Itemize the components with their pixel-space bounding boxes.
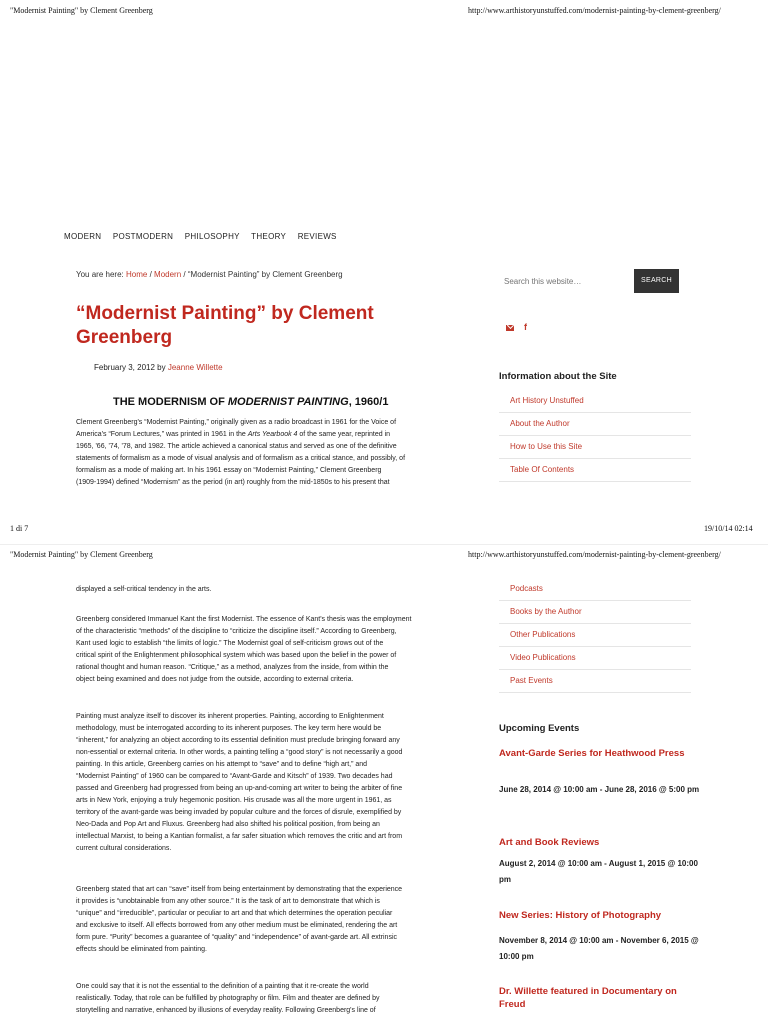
event-title-link[interactable]: Art and Book Reviews bbox=[499, 837, 600, 848]
paragraph-painting bbox=[76, 711, 478, 855]
text-line: rational thought and human reason. “Critique,” as a method, analyzes from the inside, from within the bbox=[76, 664, 389, 671]
text-line: Neo-Dada and Pop Art and Fluxus. Greenberg had also shifted his political position, from being an bbox=[76, 821, 380, 828]
breadcrumb bbox=[76, 270, 343, 279]
text-line: effects should be eliminated from painting. bbox=[76, 946, 208, 953]
text-line: of the characteristic “methods” of the discipline to “criticize the discipline itself.” According to Greenberg, bbox=[76, 628, 397, 635]
sidebar-link[interactable]: Past Events bbox=[499, 670, 691, 693]
email-icon[interactable] bbox=[506, 322, 514, 332]
text-line bbox=[76, 429, 478, 441]
text-line: statements of formalism as a mode of visual analysis and of formalism as a critical stance, and possibly, of bbox=[76, 455, 406, 462]
text-line: passed and Greenberg had progressed from being an up-and-coming art writer to being the arbiter of fine bbox=[76, 785, 403, 792]
event-title-link[interactable]: Dr. Willette featured in Documentary on Freud bbox=[499, 986, 677, 1010]
sidebar-link[interactable]: How to Use this Site bbox=[499, 436, 691, 459]
text-line: (1909-1994) defined “Modernism” as the period (in art) roughly from the mid-1850s to his present that bbox=[76, 479, 390, 486]
widget-title-info: Information about the Site bbox=[499, 371, 617, 382]
text-line: form pure. “Purity” becomes a guarantee of “quality” and “independence” of avant-garde art. All extrinsic bbox=[76, 934, 397, 941]
text-line: non-essential or external criteria. In other words, a painting telling a “good story” is not necessarily a good bbox=[76, 749, 403, 756]
article-author-link[interactable]: Jeanne Willette bbox=[167, 363, 223, 372]
info-list bbox=[499, 390, 691, 482]
nav-item-reviews[interactable]: REVIEWS bbox=[297, 232, 337, 241]
text-line: arts in New York, enjoying a truly hegemonic position. His crusade was all the more urgent in 1961, as bbox=[76, 797, 392, 804]
page-divider bbox=[0, 544, 768, 545]
text-line: One could say that it is not the essential to the definition of a painting that it re-create the world bbox=[76, 983, 369, 990]
main-nav bbox=[64, 232, 346, 241]
paragraph-intro bbox=[76, 417, 478, 489]
text-line: formalism as a mode of making art. In his 1961 essay on “Modernist Painting,” Clement Greenberg bbox=[76, 467, 382, 474]
nav-item-postmodern[interactable]: POSTMODERN bbox=[112, 232, 174, 241]
text-line: methodology, must be interrogated according to its inherent purposes. The key term here would be bbox=[76, 725, 382, 732]
text-line: object being examined and does not judge from the outside, according to external criteria. bbox=[76, 676, 354, 683]
more-list bbox=[499, 578, 691, 693]
nav-item-theory[interactable]: THEORY bbox=[251, 232, 287, 241]
breadcrumb-prefix: You are here: bbox=[76, 270, 124, 279]
paragraph-kant bbox=[76, 614, 478, 686]
event-date: June 28, 2014 @ 10:00 am - June 28, 2016 @ 5:00 pm bbox=[499, 785, 700, 794]
text-fragment: America's “Forum Lectures,” was printed in 1961 in the bbox=[76, 431, 246, 438]
text-line: realistically. Today, that role can be fulfilled by photography or film. Film and theater are defined by bbox=[76, 995, 380, 1002]
article-title: “Modernist Painting” by Clement Greenberg bbox=[76, 303, 374, 348]
text-line: “inherent,” for analyzing an object according to its essential definition must preclude bringing forward any bbox=[76, 737, 400, 744]
breadcrumb-home[interactable]: Home bbox=[125, 270, 148, 279]
paragraph-realism bbox=[76, 981, 478, 1017]
print-header-url[interactable]: http://www.arthistoryunstuffed.com/modernist-painting-by-clement-greenberg/ bbox=[468, 6, 721, 15]
text-line: “Modernist Painting” of 1960 can be compared to “Avant-Garde and Kitsch” of 1939. Two decades had bbox=[76, 773, 393, 780]
text-line: Greenberg considered Immanuel Kant the first Modernist. The essence of Kant's thesis was the employment bbox=[76, 616, 412, 623]
heading-text: THE MODERNISM OF bbox=[113, 396, 228, 408]
sidebar-link[interactable]: Other Publications bbox=[499, 624, 691, 647]
sidebar-link[interactable]: Podcasts bbox=[499, 578, 691, 601]
print-header-url[interactable]: http://www.arthistoryunstuffed.com/modernist-painting-by-clement-greenberg/ bbox=[468, 550, 721, 559]
event-date: August 2, 2014 @ 10:00 am - August 1, 2015 @ 10:00 pm bbox=[499, 859, 698, 884]
page-number: 1 di 7 bbox=[10, 524, 29, 533]
heading-italic-text: MODERNIST PAINTING bbox=[227, 396, 349, 408]
section-heading bbox=[113, 396, 388, 408]
text-line: and exclusive to itself. All effects borrowed from any other medium must be eliminated, rendering the art bbox=[76, 922, 398, 929]
print-header-title: "Modernist Painting" by Clement Greenberg bbox=[10, 550, 153, 559]
event-title-link[interactable]: New Series: History of Photography bbox=[499, 910, 662, 921]
sidebar-link[interactable]: About the Author bbox=[499, 413, 691, 436]
text-fragment: of the same year, reprinted in bbox=[297, 431, 391, 438]
event-title-link[interactable]: Avant-Garde Series for Heathwood Press bbox=[499, 748, 685, 759]
breadcrumb-modern[interactable]: Modern bbox=[154, 270, 182, 279]
text-line: storytelling and narrative, enhanced by illusions of everyday reality. Following Greenberg's line of bbox=[76, 1007, 376, 1014]
breadcrumb-separator: / bbox=[149, 270, 152, 279]
print-timestamp: 19/10/14 02:14 bbox=[704, 524, 753, 533]
heading-text-end: , 1960/1 bbox=[348, 396, 389, 408]
sidebar-link[interactable]: Table Of Contents bbox=[499, 459, 691, 482]
facebook-icon[interactable]: f bbox=[524, 322, 527, 332]
text-line: painting. In this article, Greenberg carries on his attempt to “save” and to define “high art,” and bbox=[76, 761, 368, 768]
search-input[interactable] bbox=[500, 270, 630, 292]
paragraph-save bbox=[76, 884, 478, 956]
breadcrumb-separator: / bbox=[183, 270, 186, 279]
sidebar-link[interactable]: Art History Unstuffed bbox=[499, 390, 691, 413]
sidebar-link[interactable]: Video Publications bbox=[499, 647, 691, 670]
text-line: it provides is “unobtainable from any other source.” It is the task of art to demonstrate that which is bbox=[76, 898, 380, 905]
paragraph-continued: displayed a self-critical tendency in the arts. bbox=[76, 586, 212, 593]
text-line: Painting must analyze itself to discover its inherent properties. Painting, according to Enlightenment bbox=[76, 713, 384, 720]
article-date: February 3, 2012 by bbox=[94, 363, 166, 372]
article-meta bbox=[94, 363, 223, 372]
widget-title-events: Upcoming Events bbox=[499, 723, 580, 734]
breadcrumb-current: “Modernist Painting” by Clement Greenberg bbox=[187, 270, 343, 279]
print-header-title: "Modernist Painting" by Clement Greenberg bbox=[10, 6, 153, 15]
text-line: Clement Greenberg's “Modernist Painting,” originally given as a radio broadcast in 1961 for the Voice of bbox=[76, 419, 397, 426]
text-line: territory of the avant-garde was being invaded by popular culture and the forces of disrule, exemplified by bbox=[76, 809, 402, 816]
text-line: critical spirit of the Enlightenment philosophical system which was based upon the belief in the power of bbox=[76, 652, 397, 659]
text-line: “unique” and “irreducible”, particular or peculiar to art and that which determines the operation peculiar bbox=[76, 910, 393, 917]
text-line: Greenberg stated that art can “save” itself from being entertainment by demonstrating that the experience bbox=[76, 886, 403, 893]
nav-item-philosophy[interactable]: PHILOSOPHY bbox=[184, 232, 240, 241]
text-line: current cultural considerations. bbox=[76, 845, 172, 852]
sidebar-link[interactable]: Books by the Author bbox=[499, 601, 691, 624]
search-button[interactable]: SEARCH bbox=[634, 269, 679, 293]
text-line: 1965, '66, '74, '78, and 1982. The article achieved a canonical status and served as one of the definitive bbox=[76, 443, 397, 450]
event-date: November 8, 2014 @ 10:00 am - November 6, 2015 @ 10:00 pm bbox=[499, 936, 699, 961]
text-line: Kant used logic to establish “the limits of logic.” The Modernist goal of self-criticism grows out of the bbox=[76, 640, 384, 647]
italic-title: Arts Yearbook 4 bbox=[247, 431, 298, 438]
text-line: intellectual Marxist, to being a Kantian formalist, a far safer situation which removes the critic and art from bbox=[76, 833, 403, 840]
nav-item-modern[interactable]: MODERN bbox=[64, 232, 102, 241]
